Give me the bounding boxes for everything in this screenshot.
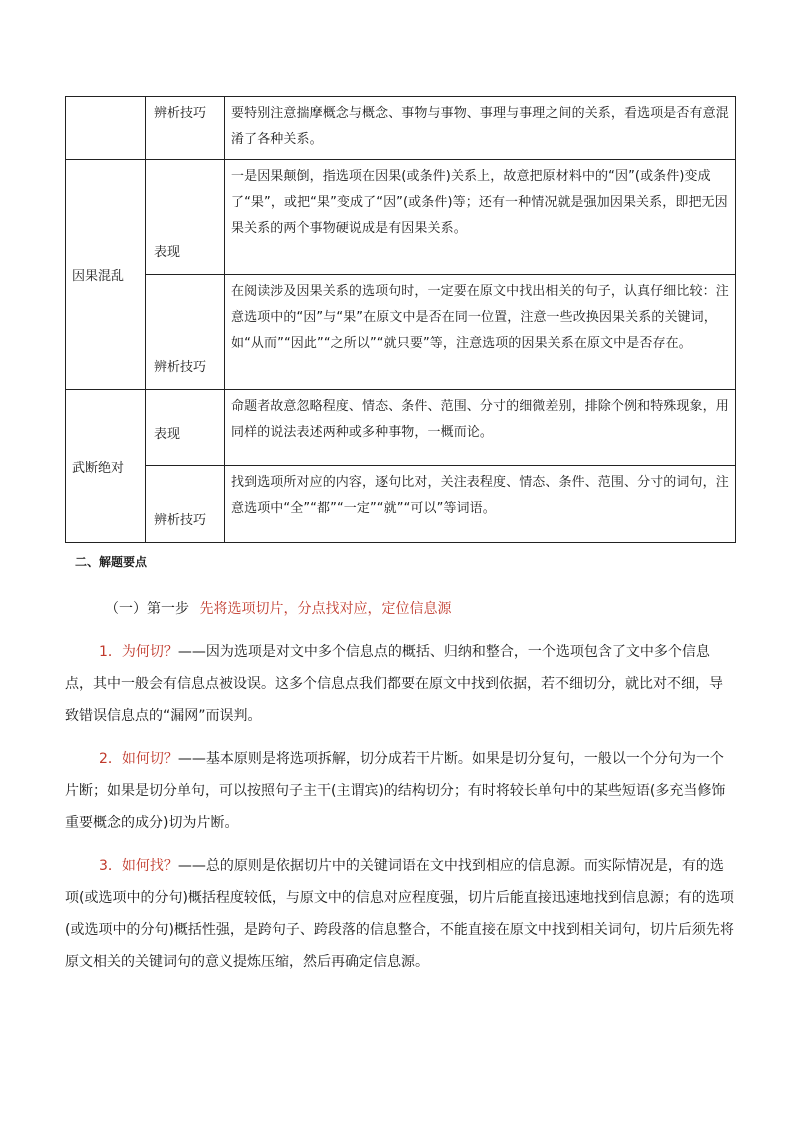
label-cell	[146, 97, 225, 160]
category-cell	[66, 160, 146, 390]
content-cell	[225, 97, 736, 160]
category-cell	[66, 390, 146, 543]
category-cell-empty	[66, 97, 146, 160]
content-cell	[225, 390, 736, 466]
show-text: 一是因果颠倒，指选项在因果(或条件)关系上，故意把原材料中的“因”(或条件)变成了“果”，或把“果”变成了“因”(或条件)等；还有一种情况就是强加因果关系，即把无因果关系的两个事物硬说成是有因果关系。	[231, 169, 728, 236]
analysis-table	[65, 96, 736, 543]
tip-text: 找到选项所对应的内容，逐句比对，关注表程度、情态、条件、范围、分寸的词句，注意选项中“全”“都”“一定”“就”“可以”等词语。	[231, 475, 729, 516]
tip-label: 辨析技巧	[154, 513, 207, 528]
label-cell	[146, 390, 225, 466]
show-label: 表现	[154, 245, 181, 260]
show-text: 命题者故意忽略程度、情态、条件、范围、分寸的细微差别，排除个例和特殊现象，用同样的说法表述两种或多种事物，一概而论。	[231, 399, 729, 440]
tip-label: 辨析技巧	[154, 106, 207, 121]
tip-label: 辨析技巧	[154, 360, 207, 375]
category-label: 武断绝对	[72, 460, 125, 476]
table-row	[66, 466, 736, 543]
content-cell	[225, 160, 736, 275]
paragraph-why-cut	[65, 636, 735, 732]
tip-text: 要特别注意揣摩概念与概念、事物与事物、事理与事理之间的关系，看选项是否有意混淆了各种关系。	[231, 106, 729, 147]
show-label: 表现	[154, 427, 181, 442]
table-row	[66, 97, 736, 160]
step-heading	[105, 598, 451, 618]
table-row	[66, 275, 736, 390]
paragraph-how-cut	[65, 743, 735, 839]
paragraph-lead: 1．为何切？	[99, 644, 178, 660]
paragraph-text: ——因为选项是对文中多个信息点的概括、归纳和整合，一个选项包含了文中多个信息点，其中一般会有信息点被设误。这多个信息点我们都要在原文中找到依据，若不细切分，就比对不细，导致错误信息点的“漏网”而误判。	[65, 644, 723, 724]
paragraph-text: ——基本原则是将选项拆解，切分成若干片断。如果是切分复句，一般以一个分句为一个片断；如果是切分单句，可以按照句子主干(主谓宾)的结构切分；有时将较长单句中的某些短语(多充当修饰重要概念的成分)切为片断。	[65, 751, 726, 831]
section-title: 二、解题要点	[75, 555, 148, 569]
table-row	[66, 390, 736, 466]
label-cell	[146, 466, 225, 543]
paragraph-lead: 2．如何切？	[99, 751, 178, 767]
content-cell	[225, 466, 736, 543]
step-title: 先将选项切片，分点找对应，定位信息源	[199, 601, 452, 617]
paragraph-text: ——总的原则是依据切片中的关键词语在文中找到相应的信息源。而实际情况是，有的选项(或选项中的分句)概括程度较低，与原文中的信息对应程度强，切片后能直接迅速地找到信息源；有的选项(或选项中的分句)概括性强，是跨句子、跨段落的信息整合，不能直接在原文中找到相关词句，切片后须先将原文相关的关键词句的意义提炼压缩，然后再确定信息源。	[65, 858, 734, 970]
label-cell	[146, 160, 225, 275]
paragraph-how-find	[65, 850, 735, 978]
paragraph-lead: 3．如何找？	[99, 858, 178, 874]
label-cell	[146, 275, 225, 390]
tip-text: 在阅读涉及因果关系的选项句时，一定要在原文中找出相关的句子，认真仔细比较：注意选项中的“因”与“果”在原文中是否在同一位置，注意一些改换因果关系的关键词，如“从而”“因此”“之所以”“就只要”等，注意选项的因果关系在原文中是否存在。	[231, 284, 729, 351]
category-label: 因果混乱	[72, 269, 125, 284]
step-prefix: （一）第一步	[105, 601, 189, 617]
table-row	[66, 160, 736, 275]
content-cell	[225, 275, 736, 390]
